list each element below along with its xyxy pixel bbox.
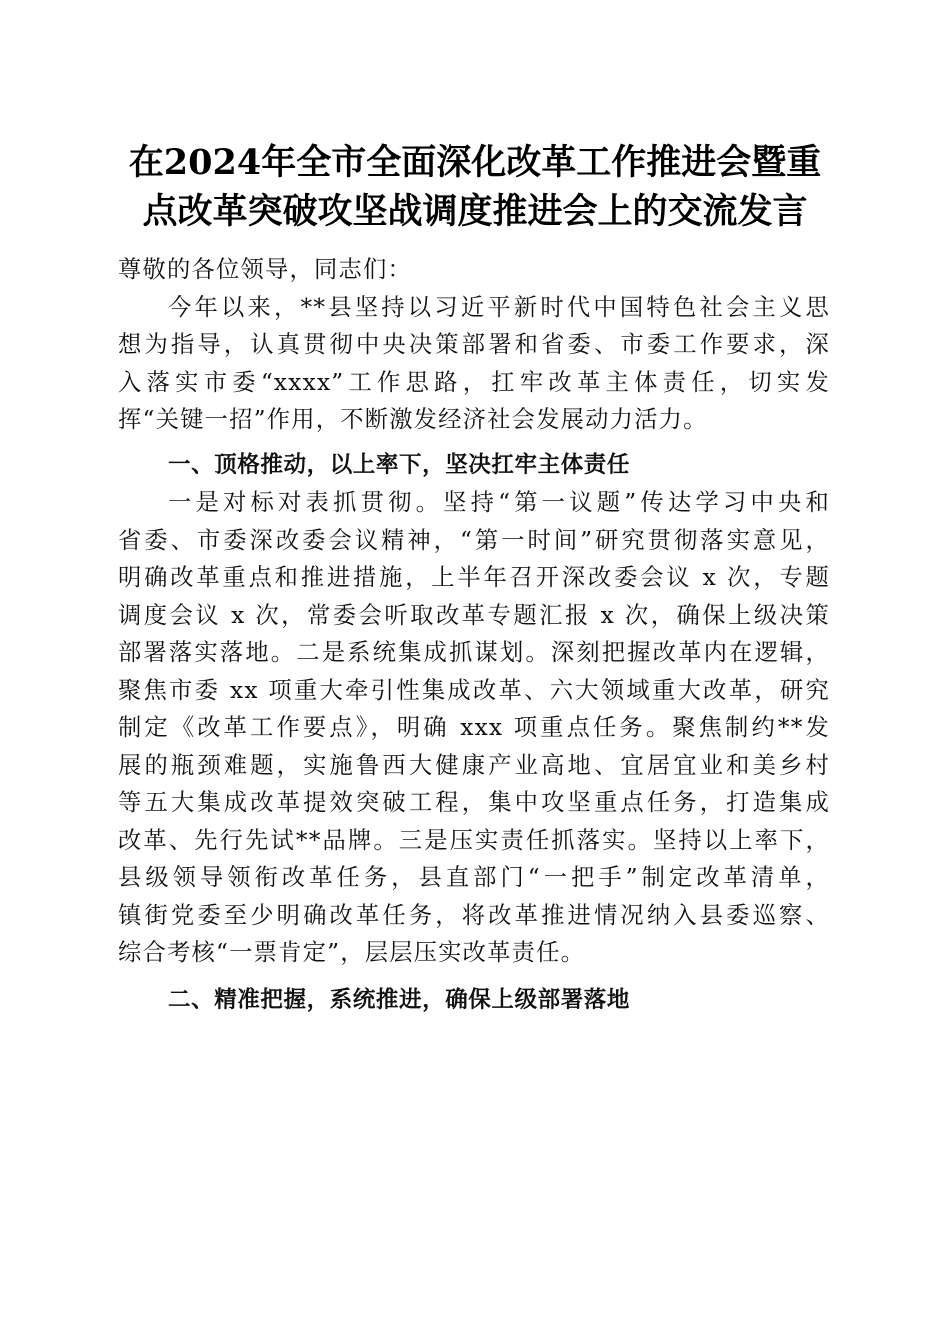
paragraph-line: 展的瓶颈难题，实施鲁西大健康产业高地、宜居宜业和美乡村 <box>118 751 830 779</box>
paragraph-line: 明确改革重点和推进措施，上半年召开深改委会议 x 次，专题 <box>118 564 830 591</box>
title-line-2: 点改革突破攻坚战调度推进会上的交流发言 <box>142 191 808 232</box>
paragraph-line: 想为指导，认真贯彻中央决策部署和省委、市委工作要求，深 <box>118 331 830 358</box>
paragraph-line: 聚焦市委 xx 项重大牵引性集成改革、六大领域重大改革，研究 <box>118 676 830 704</box>
paragraph-line: 制定《改革工作要点》，明确 xxx 项重点任务。聚焦制约**发 <box>118 714 830 741</box>
document-title <box>100 138 850 236</box>
paragraph-line: 镇街党委至少明确改革任务，将改革推进情况纳入县委巡察、 <box>118 901 830 929</box>
section-1-paragraph <box>118 484 830 972</box>
intro-paragraph <box>118 289 830 439</box>
paragraph-line: 改革、先行先试**品牌。三是压实责任抓落实。坚持以上率下， <box>118 826 830 854</box>
paragraph-line: 今年以来，**县坚持以习近平新时代中国特色社会主义思 <box>168 293 830 321</box>
section-heading-2: 二、精准把握，系统推进，确保上级部署落地 <box>168 986 631 1013</box>
paragraph-line: 部署落实落地。二是系统集成抓谋划。深刻把握改革内在逻辑， <box>118 639 830 666</box>
paragraph-line: 调度会议 x 次，常委会听取改革专题汇报 x 次，确保上级决策 <box>118 601 830 629</box>
paragraph-line: 一是对标对表抓贯彻。坚持“第一议题”传达学习中央和 <box>168 489 830 516</box>
paragraph-line: 省委、市委深改委会议精神，“第一时间”研究贯彻落实意见， <box>118 526 830 554</box>
paragraph-line: 入落实市委“xxxx”工作思路，扛牢改革主体责任，切实发 <box>118 368 830 396</box>
paragraph-line: 综合考核“一票肯定”，层层压实改革责任。 <box>118 939 586 966</box>
paragraph-line: 等五大集成改革提效突破工程，集中攻坚重点任务，打造集成 <box>118 789 830 816</box>
document-body <box>118 251 830 1019</box>
salutation: 尊敬的各位领导，同志们： <box>118 256 412 283</box>
title-line-1: 在2024年全市全面深化改革工作推进会暨重 <box>128 142 822 183</box>
paragraph-line: 挥“关键一招”作用，不断激发经济社会发展动力活力。 <box>118 406 708 433</box>
section-heading-1: 一、顶格推动，以上率下，坚决扛牢主体责任 <box>168 451 631 478</box>
paragraph-line: 县级领导领衔改革任务，县直部门“一把手”制定改革清单， <box>118 864 830 891</box>
